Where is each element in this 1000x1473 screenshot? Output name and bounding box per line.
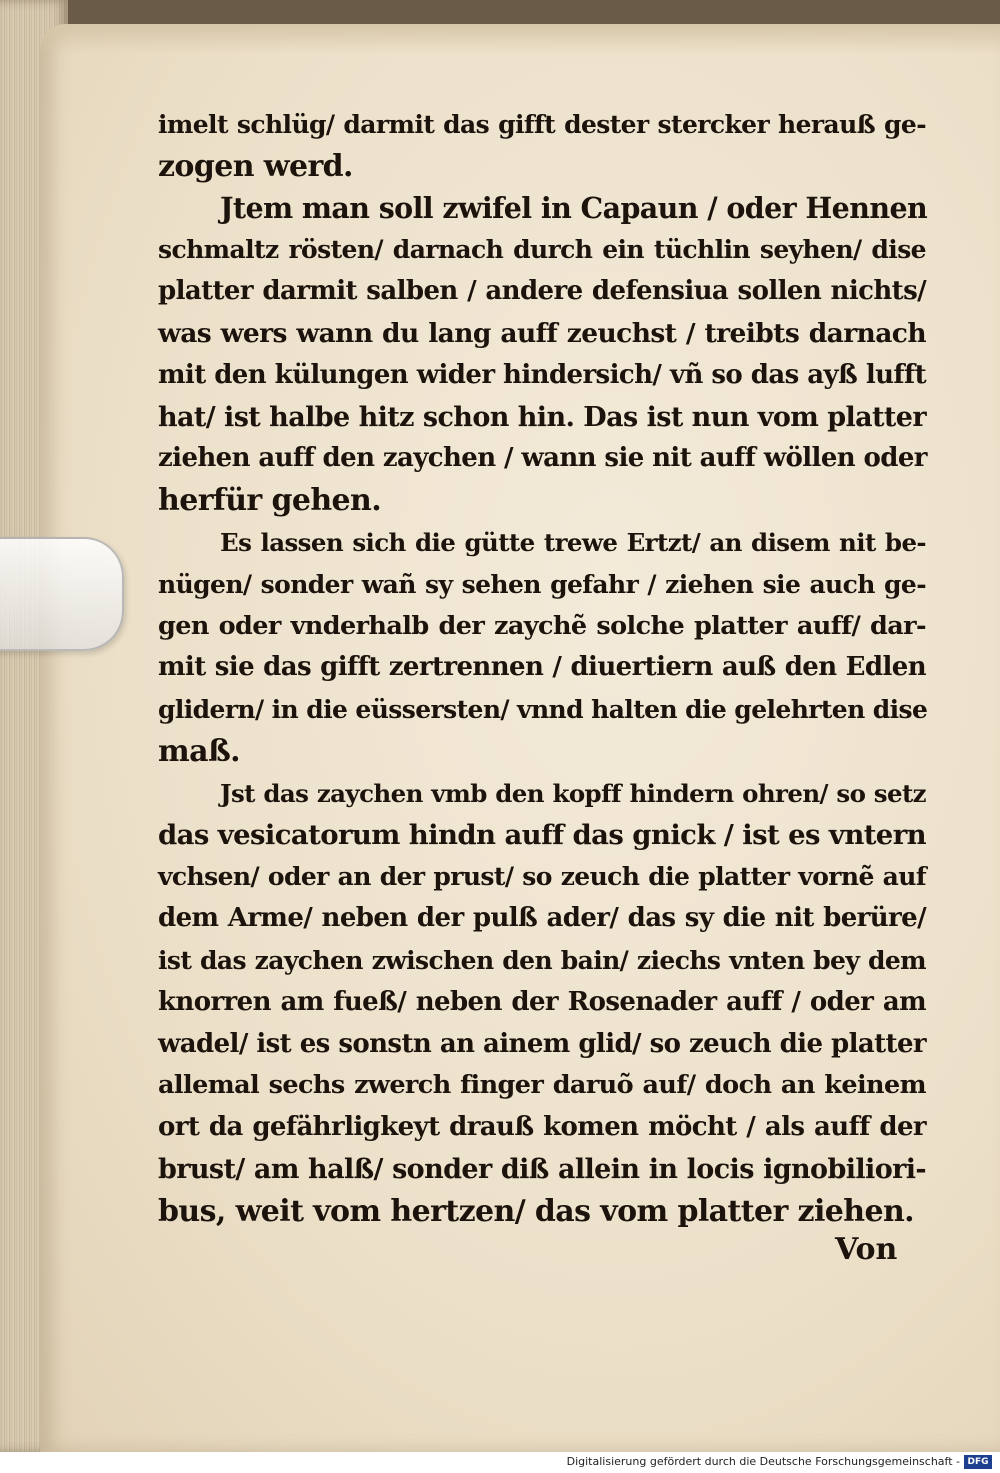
- text-line: das vesicatorum hindn auff das gnick / ist es vntern: [158, 818, 926, 851]
- text-line: gen oder vnderhalb der zaychẽ solche platter auff/ dar-: [158, 610, 926, 641]
- text-line: was wers wann du lang auff zeuchst / treibts darnach: [158, 317, 926, 349]
- page-tab-marker: [0, 537, 124, 651]
- text-line: nügen/ sonder wañ sy sehen gefahr / ziehen sie auch ge-: [158, 569, 926, 599]
- text-line: allemal sechs zwerch finger daruõ auf/ doch an keinem: [158, 1070, 926, 1101]
- funding-credit: Digitalisierung gefördert durch die Deutsche Forschungsgemeinschaft -: [566, 1455, 960, 1468]
- page-top-shade: [40, 24, 1000, 54]
- text-line: ist das zaychen zwischen den bain/ ziechs vnten bey dem: [158, 945, 926, 975]
- text-line: platter darmit salben / andere defensiua sollen nichts/: [158, 276, 926, 307]
- text-line: glidern/ in die eüssersten/ vnnd halten die gelehrten dise: [158, 695, 928, 725]
- text-line: vchsen/ oder an der prust/ so zeuch die platter vornẽ auf: [158, 862, 926, 892]
- text-line: mit sie das gifft zertrennen / diuertiern auß den Edlen: [158, 652, 926, 683]
- text-line: knorren am fueß/ neben der Rosenader auff / oder am: [158, 986, 926, 1017]
- text-line: Jst das zaychen vmb den kopff hindern ohren/ so setz: [220, 778, 926, 808]
- text-line: herfür gehen.: [158, 483, 382, 519]
- text-block: [158, 104, 926, 1233]
- text-line: zogen werd.: [158, 148, 353, 184]
- footer-bar: [0, 1452, 1000, 1473]
- catchword: Von: [835, 1232, 898, 1267]
- text-line: Jtem man soll zwifel in Capaun / oder Hennen: [220, 190, 928, 225]
- dfg-logo-icon: DFG: [964, 1455, 992, 1469]
- text-line: ort da gefährligkeyt drauß komen möcht / als auff der: [158, 1112, 926, 1143]
- text-line: bus, weit vom hertzen/ das vom platter ziehen.: [158, 1193, 915, 1229]
- text-line: dem Arme/ neben der pulß ader/ das sy die nit berüre/: [158, 903, 926, 934]
- text-line: hat/ ist halbe hitz schon hin. Das ist nun vom platter: [158, 401, 926, 433]
- text-line: wadel/ ist es sonstn an ainem glid/ so zeuch die platter: [158, 1028, 926, 1059]
- text-line: Es lassen sich die gütte trewe Ertzt/ an disem nit be-: [220, 527, 926, 557]
- text-line: schmaltz rösten/ darnach durch ein tüchlin seyhen/ dise: [158, 235, 926, 265]
- text-line: mit den külungen wider hindersich/ vñ so das ayß lufft: [158, 359, 926, 390]
- text-line: ziehen auff den zaychen / wann sie nit auff wöllen oder: [158, 443, 927, 474]
- text-line: brust/ am halß/ sonder diß allein in locis ignobiliori-: [158, 1153, 926, 1185]
- text-line: maß.: [158, 733, 241, 769]
- text-line: imelt schlüg/ darmit das gifft dester stercker herauß ge-: [158, 110, 926, 139]
